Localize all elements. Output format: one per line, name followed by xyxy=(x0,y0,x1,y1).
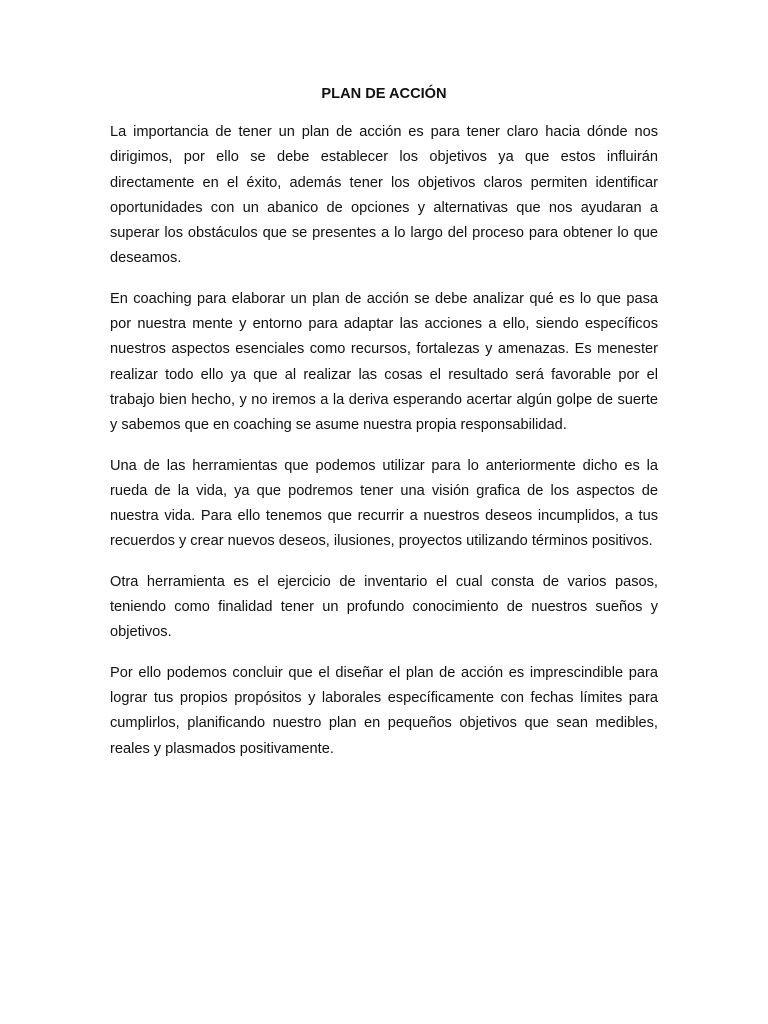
paragraph-4: Otra herramienta es el ejercicio de inventario el cual consta de varios pasos, teniendo como finalidad tener un profundo conocimiento de nuestros sueños y objetivos. xyxy=(110,573,658,641)
paragraph-5: Por ello podemos concluir que el diseñar el plan de acción es imprescindible para lograr tus propios propósitos y laborales específicamente con fechas límites para cumplirlos, planificando nuestro plan en pequeños objetivos que sean medibles, reales y plasmados positivamente. xyxy=(110,664,658,757)
paragraph-1: La importancia de tener un plan de acción es para tener claro hacia dónde nos dirigimos, por ello se debe establecer los objetivos ya que estos influirán directamente en el éxito, además tener los objetivos claros permiten identificar oportunidades con un abanico de opciones y alternativas que nos ayudaran a superar los obstáculos que se presentes a lo largo del proceso para obtener lo que deseamos. xyxy=(110,124,658,267)
paragraph-2: En coaching para elaborar un plan de acción se debe analizar qué es lo que pasa por nuestra mente y entorno para adaptar las acciones a ello, siendo específicos nuestros aspectos esenciales como recursos, fortalezas y amenazas. Es menester realizar todo ello ya que al realizar las cosas el resultado será favorable por el trabajo bien hecho, y no iremos a la deriva esperando acertar algún golpe de suerte y sabemos que en coaching se asume nuestra propia responsabilidad. xyxy=(110,290,658,434)
document-body xyxy=(110,84,658,777)
paragraph-3: Una de las herramientas que podemos utilizar para lo anteriormente dicho es la rueda de la vida, ya que podremos tener una visión grafica de los aspectos de nuestra vida. Para ello tenemos que recurrir a nuestros deseos incumplidos, a tus recuerdos y crear nuevos deseos, ilusiones, proyectos utilizando términos positivos. xyxy=(110,457,658,550)
document-title: PLAN DE ACCIÓN xyxy=(321,86,447,102)
